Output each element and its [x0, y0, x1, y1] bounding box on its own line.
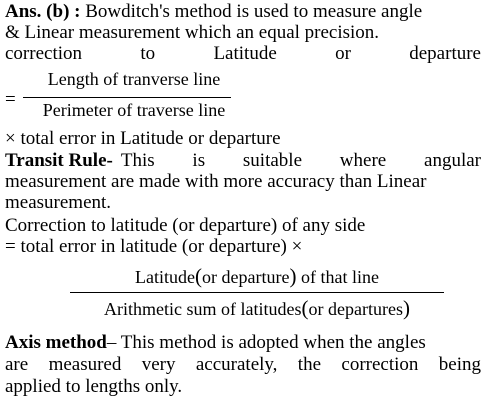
correction-text-line-1: Correction to latitude (or departure) of any side	[5, 215, 366, 236]
ans-line-2: & Linear measurement which an equal precision.	[5, 22, 380, 43]
word-correction: correction	[5, 43, 83, 64]
transit-fraction-numerator	[70, 264, 444, 289]
transit-line-1	[5, 151, 481, 171]
numerator-or-departure: or departure	[202, 267, 290, 287]
transit-rule-label: Transit Rule-	[5, 150, 113, 171]
numerator-latitude: Latitude	[135, 267, 196, 287]
transit-fraction	[70, 262, 444, 326]
bowditch-fraction	[5, 67, 235, 127]
fraction-denominator: Perimeter of traverse line	[42, 100, 226, 120]
transit-fraction-denominator	[70, 296, 444, 321]
word-latitude: Latitude	[213, 43, 277, 64]
ans-line-1-text: Bowditch's method is used to measure angle	[85, 1, 423, 22]
open-paren: (	[301, 296, 309, 320]
denominator-arithmetic-sum: Arithmetic sum of latitudes	[104, 299, 302, 319]
answer-label: Ans. (b) :	[5, 1, 81, 22]
transit-line-3: measurement.	[5, 192, 112, 213]
denominator-or-departures: or departures	[308, 299, 403, 319]
word-to: to	[140, 43, 156, 64]
axis-method-label: Axis method	[5, 332, 107, 353]
ans-line-1	[5, 2, 481, 22]
total-error-line: × total error in Latitude or departure	[5, 128, 281, 149]
close-paren: )	[402, 296, 410, 320]
fraction-numerator: Length of tranverse line	[47, 69, 221, 89]
open-paren: (	[195, 264, 203, 288]
correction-text-line-2: = total error in latitude (or departure) ×	[5, 236, 303, 257]
word-or: or	[335, 43, 351, 64]
transit-fraction-bar	[70, 292, 444, 293]
transit-line-1-text: This is suitable where angular	[120, 150, 481, 171]
word-departure: departure	[409, 43, 481, 64]
axis-line-2: are measured very accurately, the correction being	[5, 354, 481, 375]
axis-line-1	[5, 333, 481, 353]
axis-line-3: applied to lengths only.	[5, 376, 183, 397]
numerator-of-that-line: of that line	[300, 267, 379, 287]
correction-definition-line	[5, 44, 481, 64]
close-paren: )	[289, 264, 297, 288]
equals-sign: =	[5, 89, 16, 110]
transit-line-2: measurement are made with more accuracy than Linear	[5, 171, 427, 192]
axis-line-1-text: – This method is adopted when the angles	[106, 332, 426, 353]
fraction-bar	[23, 97, 231, 98]
